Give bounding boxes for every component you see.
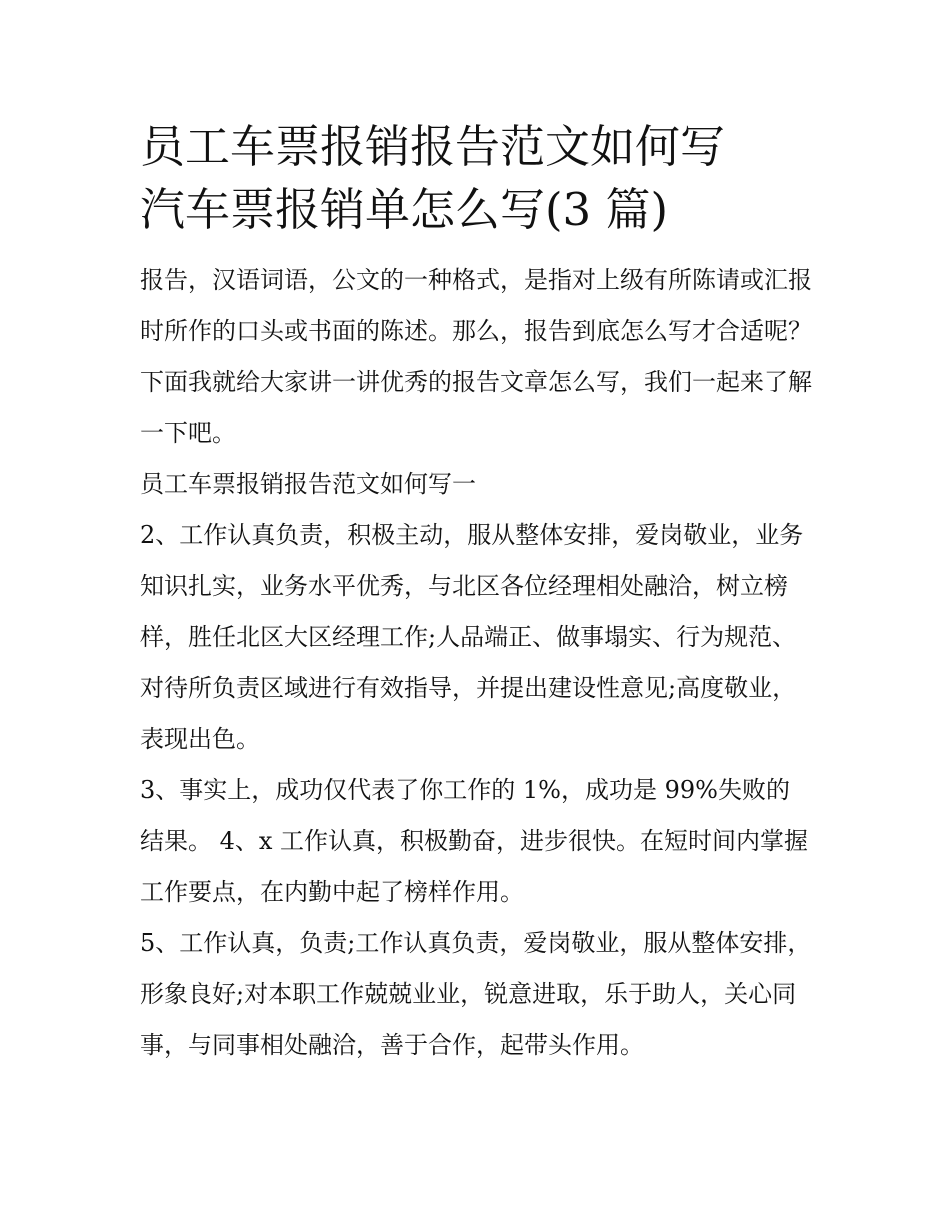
title-line-1: 员工车票报销报告范文如何写 [140,120,726,173]
document-body [140,115,812,1071]
paragraph-item-5: 5、工作认真，负责;工作认真负责，爱岗敬业，服从整体安排，形象良好;对本职工作兢兢业业，锐意进取，乐于助人，关心同事，与同事相处融洽，善于合作，起带头作用。 [140,929,812,1059]
intro-paragraph: 报告，汉语词语，公文的一种格式，是指对上级有所陈请或汇报时所作的口头或书面的陈述。那么，报告到底怎么写才合适呢？下面我就给大家讲一讲优秀的报告文章怎么写，我们一起来了解一下吧。 [140,266,812,447]
document-title [140,115,812,241]
title-line-2: 汽车票报销单怎么写(3 篇) [140,183,669,236]
paragraph-item-3-4: 3、事实上，成功仅代表了你工作的 1%，成功是 99%失败的结果。 4、x 工作认真，积极勤奋，进步很快。在短时间内掌握工作要点，在内勤中起了榜样作用。 [140,776,809,906]
section-heading: 员工车票报销报告范文如何写一 [140,470,476,498]
paragraph-item-2: 2、工作认真负责，积极主动，服从整体安排，爱岗敬业，业务知识扎实，业务水平优秀，与北区各位经理相处融洽，树立榜样，胜任北区大区经理工作;人品端正、做事塌实、行为规范、对待所负责区域进行有效指导，并提出建设性意见;高度敬业，表现出色。 [140,521,804,753]
